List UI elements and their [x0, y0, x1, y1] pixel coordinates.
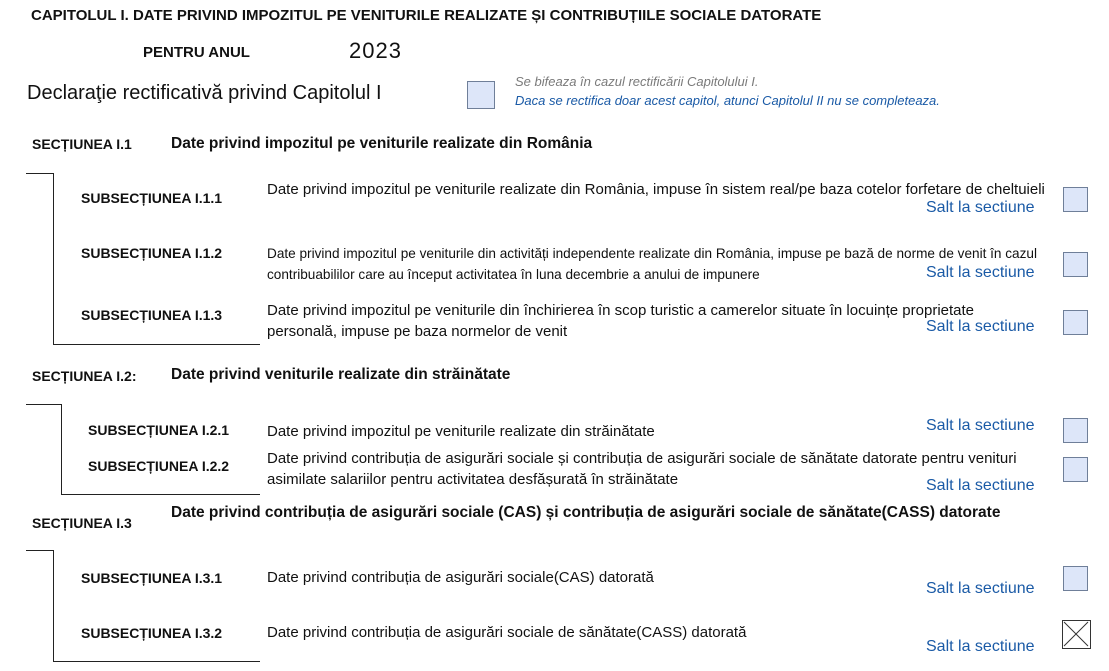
subsection-checkbox[interactable]	[1063, 566, 1088, 591]
subsection-checkbox[interactable]	[1063, 418, 1088, 443]
bracket-line	[61, 494, 260, 495]
subsection-code: SUBSECȚIUNEA I.1.2	[81, 245, 223, 261]
subsection-code: SUBSECȚIUNEA I.2.1	[88, 422, 230, 438]
rectification-label: Declaraţie rectificativă privind Capitolul I	[27, 82, 382, 104]
bracket-line	[53, 344, 260, 345]
subsection-description: Date privind contribuția de asigurări sociale de sănătate(CASS) datorată	[267, 624, 747, 641]
subsection-checkbox[interactable]	[1063, 252, 1088, 277]
subsection-code: SUBSECȚIUNEA I.3.2	[81, 625, 223, 641]
subsection-checkbox-checked[interactable]	[1062, 620, 1091, 649]
subsection-code: SUBSECȚIUNEA I.3.1	[81, 570, 223, 586]
jump-link[interactable]: Salt la sectiune	[926, 580, 1035, 597]
jump-link[interactable]: Salt la sectiune	[926, 264, 1035, 281]
subsection-description: Date privind impozitul pe veniturile din activități independente realizate din România, impuse pe bază de norme de venit în cazul contribuabililor care au început activitatea în luna decembrie a anului de impunere	[267, 246, 1037, 282]
rectification-hint: Se bifeaza în cazul rectificării Capitolului I.	[515, 74, 759, 89]
subsection-description: Date privind contribuția de asigurări sociale(CAS) datorată	[267, 569, 654, 586]
check-x-icon	[1063, 621, 1089, 647]
subsection-checkbox[interactable]	[1063, 310, 1088, 335]
subsection-checkbox[interactable]	[1063, 187, 1088, 212]
year-value: 2023	[349, 38, 402, 63]
jump-link[interactable]: Salt la sectiune	[926, 638, 1035, 655]
section-code: SECȚIUNEA I.3	[32, 515, 132, 531]
section-title: Date privind impozitul pe veniturile realizate din România	[171, 135, 593, 152]
bracket-line	[53, 550, 54, 662]
rectification-note: Daca se rectifica doar acest capitol, atunci Capitolul II nu se completeaza.	[515, 93, 940, 108]
section-code: SECȚIUNEA I.2:	[32, 368, 137, 384]
subsection-description: Date privind contribuția de asigurări sociale și contribuția de asigurări sociale de sănătate datorate pentru venituri asimilate salariilor pentru activitatea desfășurată în străinătate	[267, 450, 1017, 488]
subsection-code: SUBSECȚIUNEA I.2.2	[88, 458, 230, 474]
jump-link[interactable]: Salt la sectiune	[926, 417, 1035, 434]
bracket-line	[26, 550, 54, 551]
subsection-code: SUBSECȚIUNEA I.1.1	[81, 190, 223, 206]
jump-link[interactable]: Salt la sectiune	[926, 199, 1035, 216]
bracket-line	[26, 404, 62, 405]
bracket-line	[53, 661, 260, 662]
subsection-description: Date privind impozitul pe veniturile realizate din străinătate	[267, 423, 655, 440]
bracket-line	[61, 404, 62, 495]
rectification-checkbox[interactable]	[467, 81, 495, 109]
year-label: PENTRU ANUL	[143, 44, 250, 61]
section-code: SECȚIUNEA I.1	[32, 136, 132, 152]
subsection-description: Date privind impozitul pe veniturile din închirierea în scop turistic a camerelor situate în locuințe proprietate personală, impuse pe baza normelor de venit	[267, 302, 975, 340]
chapter-title: CAPITOLUL I. DATE PRIVIND IMPOZITUL PE VENITURILE REALIZATE ȘI CONTRIBUȚIILE SOCIALE DATORATE	[31, 7, 822, 24]
section-title: Date privind contribuția de asigurări sociale (CAS) și contribuția de asigurări sociale de sănătate(CASS) datorate	[171, 504, 1001, 521]
jump-link[interactable]: Salt la sectiune	[926, 318, 1035, 335]
subsection-description: Date privind impozitul pe veniturile realizate din România, impuse în sistem real/pe baza cotelor forfetare de cheltuieli	[267, 181, 1045, 198]
section-title: Date privind veniturile realizate din străinătate	[171, 366, 511, 383]
subsection-code: SUBSECȚIUNEA I.1.3	[81, 307, 223, 323]
subsection-checkbox[interactable]	[1063, 457, 1088, 482]
bracket-line	[53, 173, 54, 345]
bracket-line	[26, 173, 54, 174]
jump-link[interactable]: Salt la sectiune	[926, 477, 1035, 494]
